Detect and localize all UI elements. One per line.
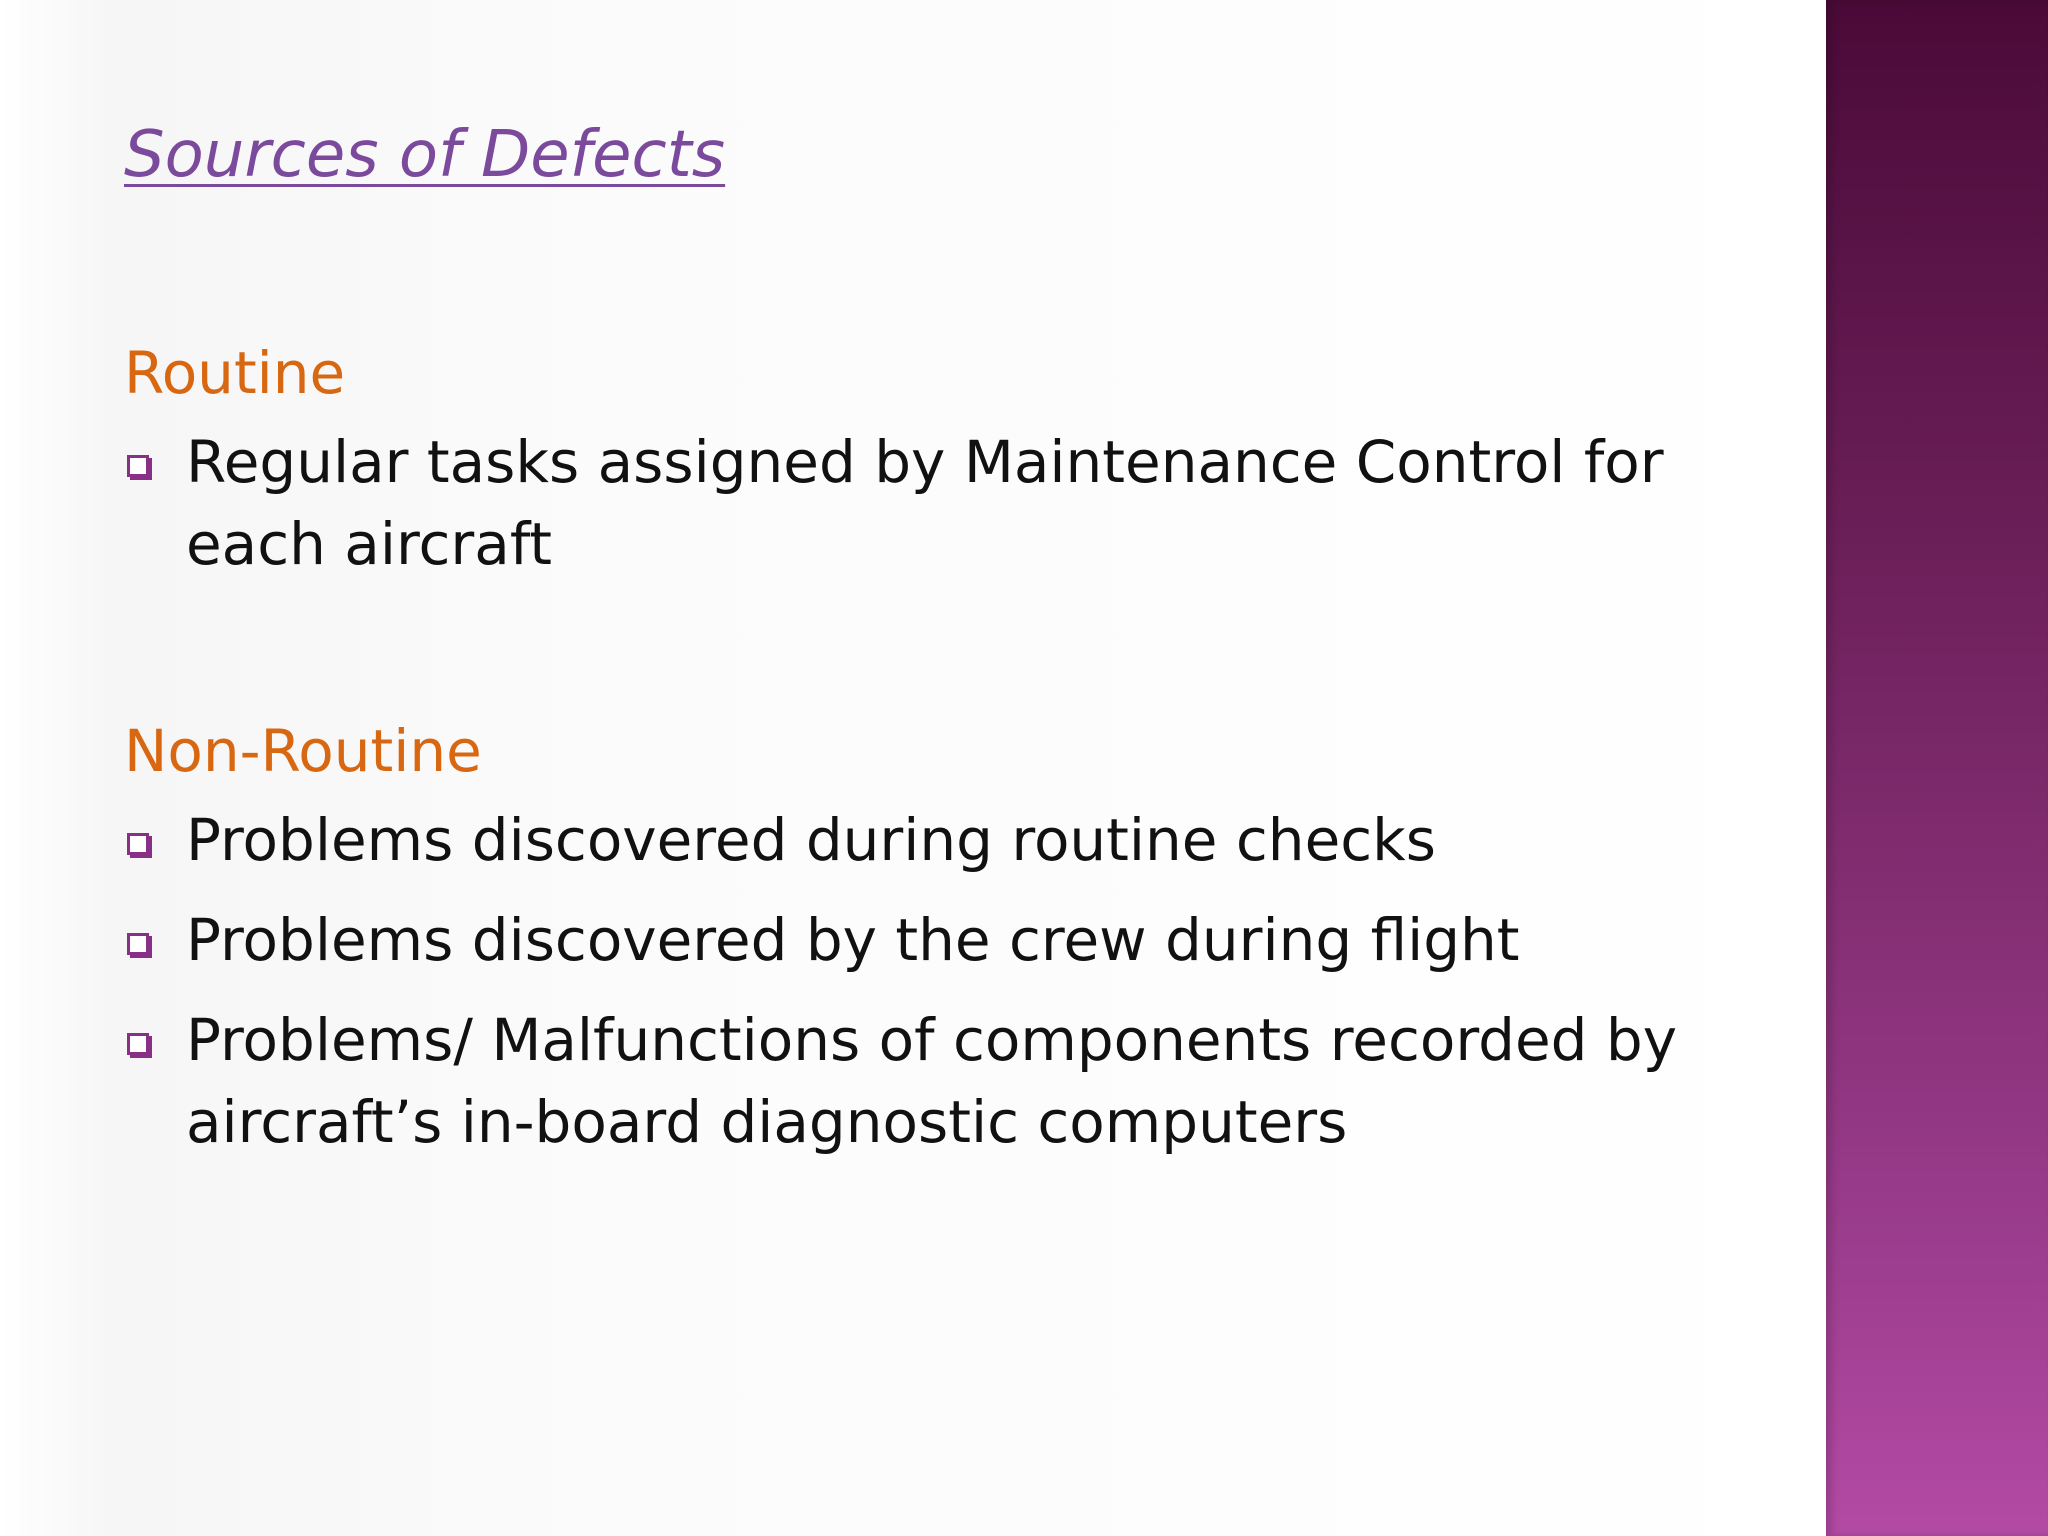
decorative-side-bar <box>1826 0 2048 1536</box>
bullet-text: Problems discovered during routine checks <box>186 806 1436 874</box>
bullet-text: Problems/ Malfunctions of components recorded by aircraft’s in-board diagnostic computers <box>186 1006 1678 1156</box>
list-item <box>124 421 1684 585</box>
list-item <box>124 899 1684 981</box>
bullet-text: Regular tasks assigned by Maintenance Control for each aircraft <box>186 428 1664 578</box>
hollow-square-bullet-icon <box>127 1033 149 1055</box>
non-routine-bullet-list <box>124 799 1684 1163</box>
hollow-square-bullet-icon <box>127 455 149 477</box>
bullet-text: Problems discovered by the crew during flight <box>186 906 1520 974</box>
list-item <box>124 999 1684 1163</box>
hollow-square-bullet-icon <box>127 933 149 955</box>
section-heading-non-routine: Non-Routine <box>124 717 482 785</box>
slide-content <box>124 335 1684 1181</box>
list-item <box>124 799 1684 881</box>
section-heading-routine: Routine <box>124 339 346 407</box>
routine-bullet-list <box>124 421 1684 585</box>
slide-title: Sources of Defects <box>124 118 726 192</box>
hollow-square-bullet-icon <box>127 833 149 855</box>
